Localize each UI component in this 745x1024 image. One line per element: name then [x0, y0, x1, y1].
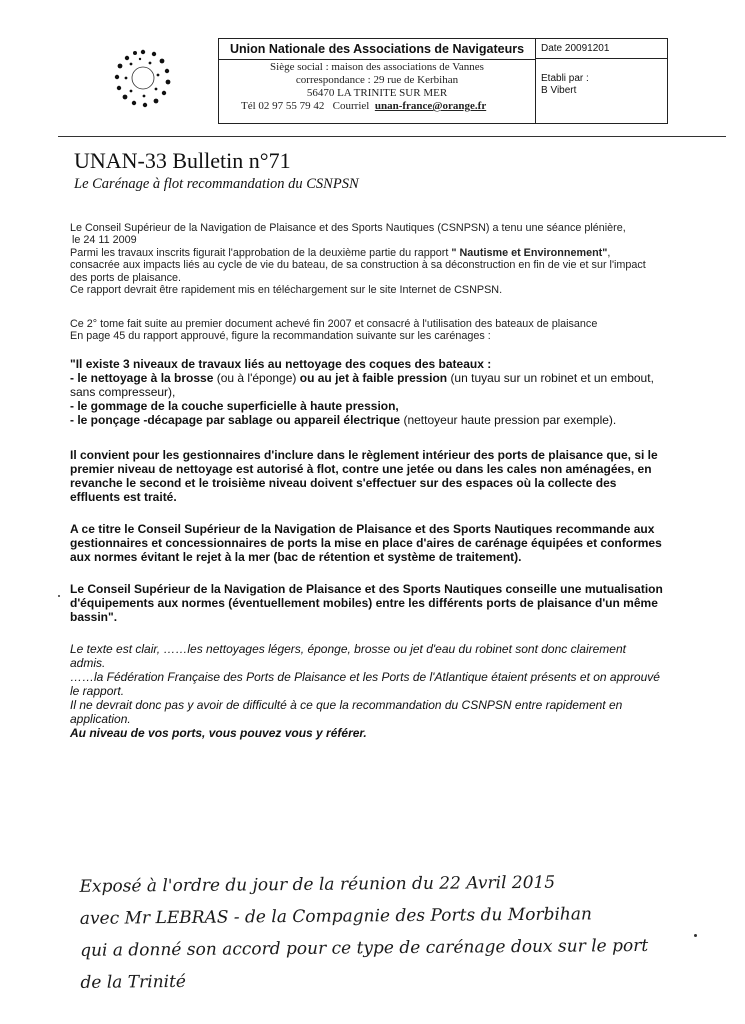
bulletin-subtitle: Le Carénage à flot recommandation du CSNPSN	[74, 176, 359, 192]
unan-logo	[104, 44, 182, 114]
level-3	[70, 413, 720, 427]
handwritten-line-2: avec Mr LEBRAS - de la Compagnie des Ports du Morbihan	[79, 904, 593, 929]
level-1-note-2: (un tuyau sur un robinet et un embout,	[450, 371, 654, 385]
recommendation-levels	[70, 357, 720, 427]
level-2: - le gommage de la couche superficielle à haute pression,	[70, 399, 399, 413]
address-line-1: Siège social : maison des associations de Vannes	[270, 61, 484, 73]
level-3-bold: - le ponçage -décapage par sablage ou appareil électrique	[70, 413, 404, 427]
report-title: " Nautisme et Environnement"	[451, 246, 608, 259]
level-1	[70, 371, 720, 385]
p3-line-1: Le Conseil Supérieur de la Navigation de Plaisance et des Sports Nautiques conseille une mutualisation	[70, 582, 663, 596]
second-line-2: En page 45 du rapport approuvé, figure la recommandation suivante sur les carénages :	[70, 330, 491, 343]
intro-line-6: Ce rapport devrait être rapidement mis en téléchargement sur le site Internet de CSNPSN.	[70, 284, 503, 297]
intro-line-3-text: Parmi les travaux inscrits figurait l'approbation de la deuxième partie du rapport	[70, 246, 452, 259]
intro-line-2: le 24 11 2009	[72, 234, 137, 247]
comment-line-4: le rapport.	[70, 684, 125, 698]
author-block	[541, 73, 589, 97]
intro-line-1: Le Conseil Supérieur de la Navigation de Plaisance et des Sports Nautiques (CSNPSN) a tenu une séance plénière,	[70, 222, 626, 234]
level-1-bold: - le nettoyage à la brosse	[70, 371, 217, 385]
comment-line-3: ……la Fédération Française des Ports de Plaisance et les Ports de l'Atlantique étaient présents et on approuvé	[70, 670, 660, 684]
contact-line	[219, 100, 535, 113]
mutualisation-paragraph	[70, 582, 720, 624]
comment-line-6: application.	[70, 712, 131, 726]
comment-line-2: admis.	[70, 656, 106, 670]
address-line-2: correspondance : 29 rue de Kerbihan	[295, 74, 459, 86]
p1-line-4: effluents est traité.	[70, 490, 177, 504]
commentary	[70, 642, 720, 740]
handwritten-line-4: de la Trinité	[80, 971, 187, 993]
level-1-note: (ou à l'éponge)	[216, 371, 300, 385]
comment-line-1: Le texte est clair, ……les nettoyages légers, éponge, brosse ou jet d'eau du robinet sont donc clairement	[70, 642, 626, 656]
intro-paragraph	[70, 222, 710, 296]
manager-guidance-paragraph	[70, 448, 720, 504]
p1-line-2: premier niveau de nettoyage est autorisé à flot, contre une jetée ou dans les cales non aménagées, en	[70, 462, 652, 476]
p2-line-3: aux normes évitant le rejet à la mer (bac de rétention et système de traitement).	[70, 550, 522, 564]
document-date: Date 20091201	[535, 39, 667, 59]
level-1-bold-2: ou au jet à faible pression	[299, 371, 451, 385]
second-line-1: Ce 2° tome fait suite au premier document achevé fin 2007 et consacré à l'utilisation des bateaux de plaisance	[70, 318, 598, 330]
phone: Tél 02 97 55 79 42	[241, 100, 325, 112]
p3-line-3: bassin".	[70, 610, 118, 624]
author-label: Etabli par :	[541, 73, 589, 84]
handwritten-line-3: qui a donné son accord pour ce type de carénage doux sur le port	[80, 935, 649, 961]
level-3-note: (nettoyeur haute pression par exemple).	[403, 413, 617, 427]
org-name: Union Nationale des Associations de Navigateurs	[219, 39, 535, 60]
scan-speck	[58, 595, 60, 597]
header-divider	[58, 136, 726, 137]
second-paragraph	[70, 318, 710, 343]
ink-dot	[694, 934, 697, 937]
letterhead-org-cell	[219, 39, 536, 123]
p2-line-2: gestionnaires et concessionnaires de ports la mise en place d'aires de carénage équipées et conformes	[70, 536, 662, 550]
levels-intro: "Il existe 3 niveaux de travaux liés au nettoyage des coques des bateaux :	[70, 357, 492, 371]
letterhead-box	[218, 38, 668, 124]
intro-line-3-end: ,	[607, 246, 611, 259]
handwritten-note	[79, 865, 730, 999]
handwritten-line-1: Exposé à l'ordre du jour de la réunion du 22 Avril 2015	[79, 872, 556, 897]
p1-line-1: Il convient pour les gestionnaires d'inclure dans le règlement intérieur des ports de plaisance que, si le	[70, 448, 658, 462]
council-recommendation-paragraph	[70, 522, 720, 564]
p3-line-2: d'équipements aux normes (éventuellement mobiles) entre les différents ports de plaisance d'un même	[70, 596, 658, 610]
author-name: B Vibert	[541, 85, 577, 96]
p1-line-3: revanche le second et le troisième niveau doivent s'effectuer sur des espaces où la collecte des	[70, 476, 617, 490]
org-address	[219, 61, 535, 113]
comment-line-7: Au niveau de vos ports, vous pouvez vous y référer.	[70, 726, 367, 740]
comment-line-5: Il ne devrait donc pas y avoir de difficulté à ce que la recommandation du CSNPSN entre rapidement en	[70, 698, 623, 712]
p2-line-1: A ce titre le Conseil Supérieur de la Navigation de Plaisance et des Sports Nautiques recommande aux	[70, 522, 655, 536]
intro-line-5: des ports de plaisance.	[70, 271, 182, 284]
letterhead-meta-cell	[535, 39, 667, 123]
level-1-cont: sans compresseur),	[70, 385, 176, 399]
intro-line-3	[70, 247, 710, 259]
email-link[interactable]: unan-france@orange.fr	[374, 100, 487, 112]
courriel-label: Courriel	[332, 100, 370, 112]
intro-line-4: consacrée aux impacts liés au cycle de vie du bateau, de sa construction à sa déconstruction en fin de vie et sur l'impact	[70, 259, 646, 272]
address-line-3: 56470 LA TRINITE SUR MER	[306, 87, 448, 99]
bulletin-title: UNAN-33 Bulletin n°71	[74, 148, 291, 173]
